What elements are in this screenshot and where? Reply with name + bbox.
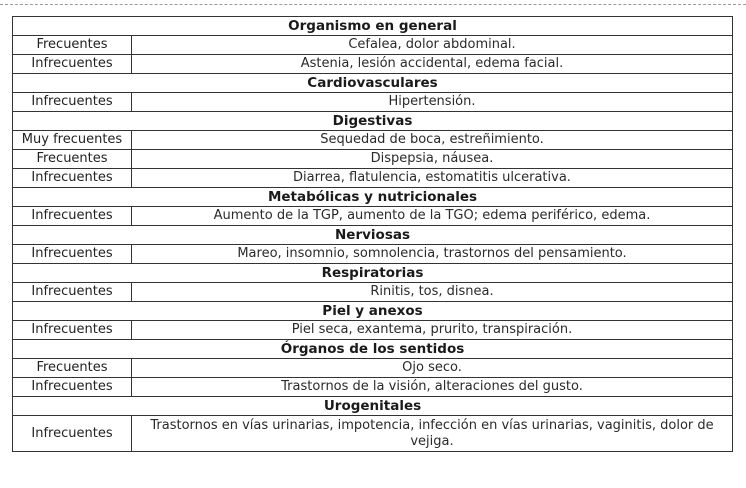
section-title: Digestivas: [13, 112, 733, 131]
frequency-cell: Infrecuentes: [13, 283, 132, 302]
frequency-cell: Infrecuentes: [13, 93, 132, 112]
effects-cell: Hipertensión.: [132, 93, 733, 112]
frequency-cell: Frecuentes: [13, 359, 132, 378]
section-title: Órganos de los sentidos: [13, 340, 733, 359]
section-header-row: [13, 264, 733, 283]
table-row: [13, 416, 733, 452]
table-row: [13, 36, 733, 55]
effects-cell: Sequedad de boca, estreñimiento.: [132, 131, 733, 150]
frequency-cell: Infrecuentes: [13, 378, 132, 397]
frequency-cell: Infrecuentes: [13, 169, 132, 188]
section-title: Nerviosas: [13, 226, 733, 245]
section-header-row: [13, 112, 733, 131]
table-row: [13, 207, 733, 226]
section-title: Organismo en general: [13, 17, 733, 36]
effects-cell: Astenia, lesión accidental, edema facial.: [132, 55, 733, 74]
table-row: [13, 150, 733, 169]
adverse-effects-table-body: [13, 17, 733, 452]
section-title: Metabólicas y nutricionales: [13, 188, 733, 207]
frequency-cell: Frecuentes: [13, 36, 132, 55]
section-header-row: [13, 397, 733, 416]
effects-cell: Rinitis, tos, disnea.: [132, 283, 733, 302]
adverse-effects-table: [12, 16, 733, 452]
effects-cell: Mareo, insomnio, somnolencia, trastornos del pensamiento.: [132, 245, 733, 264]
table-row: [13, 245, 733, 264]
section-header-row: [13, 226, 733, 245]
effects-cell: Dispepsia, náusea.: [132, 150, 733, 169]
table-row: [13, 131, 733, 150]
section-title: Cardiovasculares: [13, 74, 733, 93]
section-title: Urogenitales: [13, 397, 733, 416]
frequency-cell: Infrecuentes: [13, 55, 132, 74]
table-row: [13, 169, 733, 188]
section-title: Respiratorias: [13, 264, 733, 283]
frequency-cell: Muy frecuentes: [13, 131, 132, 150]
frequency-cell: Infrecuentes: [13, 245, 132, 264]
section-header-row: [13, 302, 733, 321]
effects-cell: Piel seca, exantema, prurito, transpiración.: [132, 321, 733, 340]
section-header-row: [13, 74, 733, 93]
effects-cell: Trastornos de la visión, alteraciones del gusto.: [132, 378, 733, 397]
frequency-cell: Infrecuentes: [13, 416, 132, 452]
table-row: [13, 359, 733, 378]
table-row: [13, 93, 733, 112]
table-row: [13, 378, 733, 397]
effects-cell: Ojo seco.: [132, 359, 733, 378]
frequency-cell: Infrecuentes: [13, 321, 132, 340]
section-header-row: [13, 340, 733, 359]
section-header-row: [13, 17, 733, 36]
effects-cell: Trastornos en vías urinarias, impotencia, infección en vías urinarias, vaginitis, dolor de vejiga.: [132, 416, 733, 452]
table-row: [13, 321, 733, 340]
effects-cell: Aumento de la TGP, aumento de la TGO; edema periférico, edema.: [132, 207, 733, 226]
table-row: [13, 283, 733, 302]
page-divider: [0, 4, 746, 5]
table-row: [13, 55, 733, 74]
frequency-cell: Infrecuentes: [13, 207, 132, 226]
effects-cell: Diarrea, flatulencia, estomatitis ulcerativa.: [132, 169, 733, 188]
frequency-cell: Frecuentes: [13, 150, 132, 169]
section-title: Piel y anexos: [13, 302, 733, 321]
effects-cell: Cefalea, dolor abdominal.: [132, 36, 733, 55]
section-header-row: [13, 188, 733, 207]
